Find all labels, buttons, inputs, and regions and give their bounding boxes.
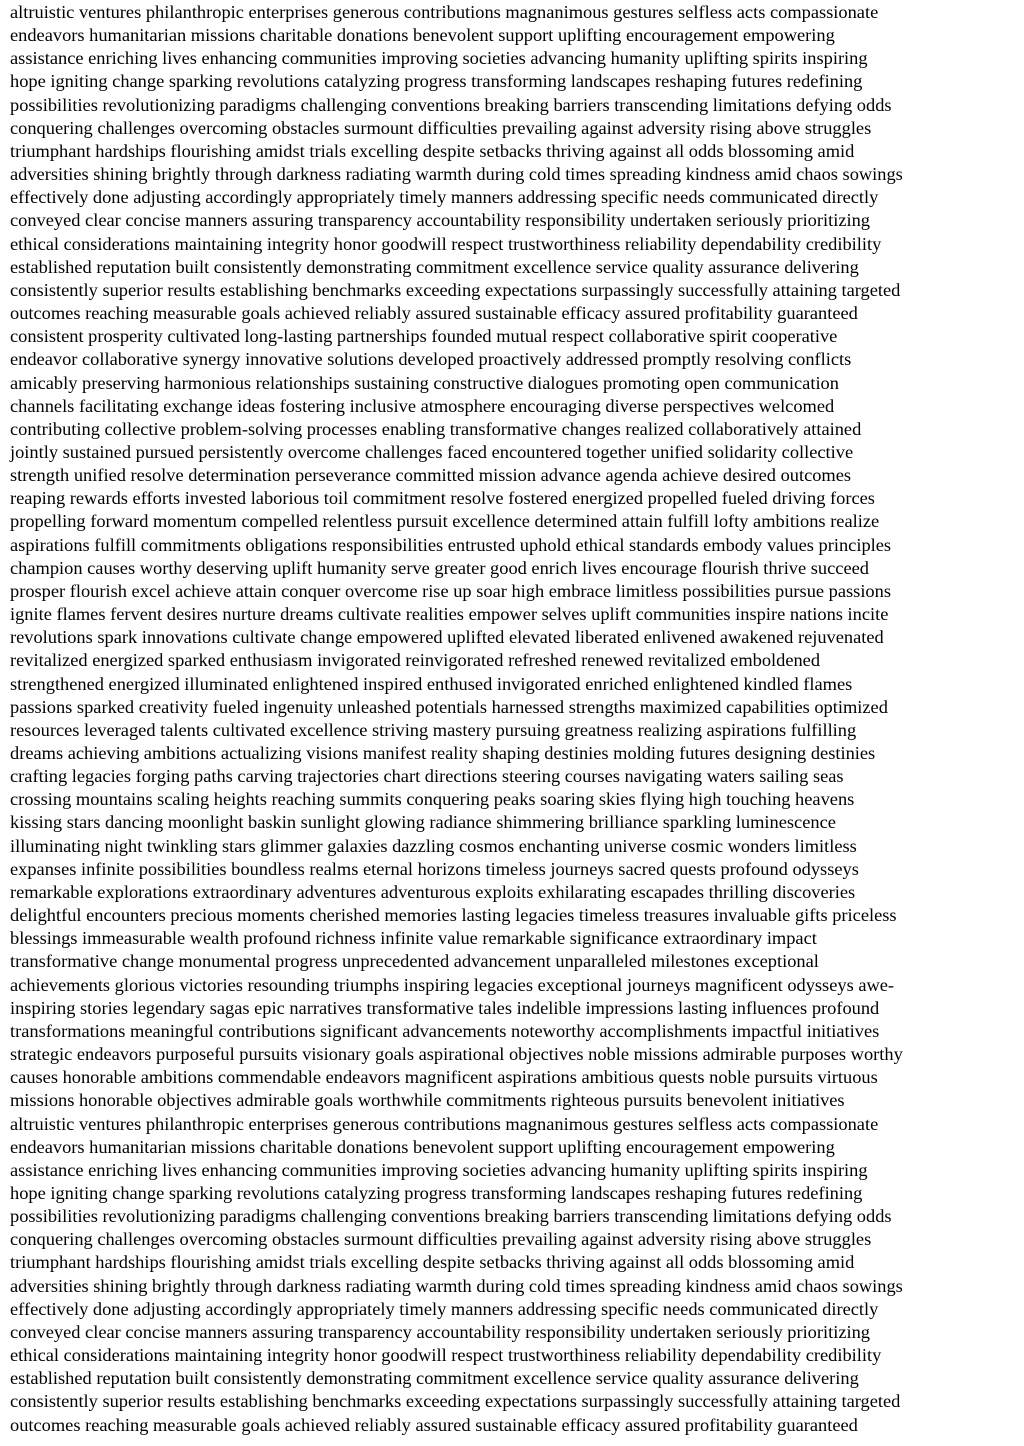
text-line: transformative change monumental progress unprecedented advancement unparalleled milestones exceptional: [10, 951, 819, 972]
text-line: consistently superior results establishing benchmarks exceeding expectations surpassingly successfully attaining targeted: [10, 279, 901, 300]
text-line: strength unified resolve determination perseverance committed mission advance agenda achieve desired outcomes: [10, 465, 852, 486]
text-line: consistently superior results establishing benchmarks exceeding expectations surpassingly successfully attaining targeted: [10, 1391, 901, 1412]
text-line: adversities shining brightly through darkness radiating warmth during cold times spreading kindness amid chaos sowings: [10, 164, 903, 185]
text-line: ethical considerations maintaining integrity honor goodwill respect trustworthiness reliability dependability credibility: [10, 1345, 882, 1366]
text-line: endeavors humanitarian missions charitable donations benevolent support uplifting encouragement empowering: [10, 25, 835, 46]
text-line: effectively done adjusting accordingly appropriately timely manners addressing specific needs communicated directly: [10, 187, 879, 208]
text-line: crafting legacies forging paths carving trajectories chart directions steering courses navigating waters sailing seas: [10, 766, 844, 787]
text-line: revolutions spark innovations cultivate change empowered uplifted elevated liberated enlivened awakened rejuvenated: [10, 627, 884, 648]
text-line: contributing collective problem-solving processes enabling transformative changes realized collaboratively attained: [10, 418, 862, 439]
text-line: jointly sustained pursued persistently overcome challenges faced encountered together unified solidarity collective: [10, 441, 854, 462]
text-line: expanses infinite possibilities boundless realms eternal horizons timeless journeys sacred quests profound odysseys: [10, 858, 859, 879]
text-line: aspirations fulfill commitments obligations responsibilities entrusted uphold ethical standards embody values principles: [10, 534, 892, 555]
text-line: kissing stars dancing moonlight baskin sunlight glowing radiance shimmering brilliance sparkling luminescence: [10, 812, 836, 833]
text-line: champion causes worthy deserving uplift humanity serve greater good enrich lives encourage flourish thrive succeed: [10, 557, 869, 578]
text-line: achievements glorious victories resounding triumphs inspiring legacies exceptional journeys magnificent odysseys awe-: [10, 974, 895, 995]
text-line: illuminating night twinkling stars glimmer galaxies dazzling cosmos enchanting universe cosmic wonders limitless: [10, 835, 857, 856]
text-line: strategic endeavors purposeful pursuits visionary goals aspirational objectives noble missions admirable purposes worthy: [10, 1044, 903, 1065]
text-line: prosper flourish excel achieve attain conquer overcome rise up soar high embrace limitless possibilities pursue passions: [10, 580, 891, 601]
text-line: missions honorable objectives admirable goals worthwhile commitments righteous pursuits benevolent initiatives: [10, 1090, 845, 1111]
text-line: outcomes reaching measurable goals achieved reliably assured sustainable efficacy assured profitability guaranteed: [10, 303, 858, 324]
document-body: [10, 1, 1014, 1437]
text-line: passions sparked creativity fueled ingenuity unleashed potentials harnessed strengths maximized capabilities optimized: [10, 696, 888, 717]
text-line: revitalized energized sparked enthusiasm invigorated reinvigorated refreshed renewed revitalized emboldened: [10, 650, 821, 671]
text-line: crossing mountains scaling heights reaching summits conquering peaks soaring skies flying high touching heavens: [10, 789, 855, 810]
text-line: propelling forward momentum compelled relentless pursuit excellence determined attain fulfill lofty ambitions realize: [10, 511, 880, 532]
text-line: reaping rewards efforts invested laborious toil commitment resolve fostered energized propelled fueled driving forces: [10, 488, 875, 509]
text-line: amicably preserving harmonious relationships sustaining constructive dialogues promoting open communication: [10, 372, 839, 393]
text-line: conquering challenges overcoming obstacles surmount difficulties prevailing against adversity rising above struggles: [10, 1229, 872, 1250]
text-line: consistent prosperity cultivated long-lasting partnerships founded mutual respect collaborative spirit cooperative: [10, 326, 838, 347]
text-line: hope igniting change sparking revolutions catalyzing progress transforming landscapes reshaping futures redefining: [10, 1182, 863, 1203]
text-line: possibilities revolutionizing paradigms challenging conventions breaking barriers transcending limitations defying odds: [10, 1206, 892, 1227]
text-line: established reputation built consistently demonstrating commitment excellence service quality assurance delivering: [10, 1368, 859, 1389]
text-line: blessings immeasurable wealth profound richness infinite value remarkable significance extraordinary impact: [10, 928, 817, 949]
text-line: altruistic ventures philanthropic enterprises generous contributions magnanimous gestures selfless acts compassionate: [10, 2, 879, 22]
text-line: adversities shining brightly through darkness radiating warmth during cold times spreading kindness amid chaos sowings: [10, 1275, 903, 1296]
text-line: altruistic ventures philanthropic enterprises generous contributions magnanimous gestures selfless acts compassionate: [10, 1113, 879, 1134]
text-line: resources leveraged talents cultivated excellence striving mastery pursuing greatness realizing aspirations fulfilling: [10, 719, 857, 740]
text-line: triumphant hardships flourishing amidst trials excelling despite setbacks thriving against all odds blossoming amid: [10, 140, 855, 161]
text-line: assistance enriching lives enhancing communities improving societies advancing humanity uplifting spirits inspiring: [10, 1159, 868, 1180]
text-line: inspiring stories legendary sagas epic narratives transformative tales indelible impressions lasting influences profound: [10, 997, 880, 1018]
text-line: ethical considerations maintaining integrity honor goodwill respect trustworthiness reliability dependability credibility: [10, 233, 882, 254]
text-line: conveyed clear concise manners assuring transparency accountability responsibility undertaken seriously prioritizing: [10, 1321, 870, 1342]
text-line: assistance enriching lives enhancing communities improving societies advancing humanity uplifting spirits inspiring: [10, 48, 868, 69]
text-line: triumphant hardships flourishing amidst trials excelling despite setbacks thriving against all odds blossoming amid: [10, 1252, 855, 1273]
text-line: possibilities revolutionizing paradigms challenging conventions breaking barriers transcending limitations defying odds: [10, 94, 892, 115]
text-line: hope igniting change sparking revolutions catalyzing progress transforming landscapes reshaping futures redefining: [10, 71, 863, 92]
text-line: effectively done adjusting accordingly appropriately timely manners addressing specific needs communicated directly: [10, 1298, 879, 1319]
text-line: established reputation built consistently demonstrating commitment excellence service quality assurance delivering: [10, 256, 859, 277]
text-line: remarkable explorations extraordinary adventures adventurous exploits exhilarating escapades thrilling discoveries: [10, 881, 856, 902]
text-line: dreams achieving ambitions actualizing visions manifest reality shaping destinies molding futures designing destinies: [10, 743, 876, 763]
text-line: endeavor collaborative synergy innovative solutions developed proactively addressed promptly resolving conflicts: [10, 349, 852, 370]
text-line: conveyed clear concise manners assuring transparency accountability responsibility undertaken seriously prioritizing: [10, 210, 870, 231]
text-line: channels facilitating exchange ideas fostering inclusive atmosphere encouraging diverse perspectives welcomed: [10, 395, 835, 416]
text-line: ignite flames fervent desires nurture dreams cultivate realities empower selves uplift communities inspire nations incite: [10, 604, 889, 625]
text-line: endeavors humanitarian missions charitable donations benevolent support uplifting encouragement empowering: [10, 1136, 835, 1157]
text-line: outcomes reaching measurable goals achieved reliably assured sustainable efficacy assured profitability guaranteed: [10, 1414, 858, 1435]
text-line: causes honorable ambitions commendable endeavors magnificent aspirations ambitious quests noble pursuits virtuous: [10, 1067, 878, 1088]
text-line: strengthened energized illuminated enlightened inspired enthused invigorated enriched enlightened kindled flames: [10, 673, 853, 694]
text-line: conquering challenges overcoming obstacles surmount difficulties prevailing against adversity rising above struggles: [10, 117, 872, 138]
text-line: delightful encounters precious moments cherished memories lasting legacies timeless treasures invaluable gifts priceless: [10, 905, 897, 926]
text-line: transformations meaningful contributions significant advancements noteworthy accomplishments impactful initiatives: [10, 1020, 880, 1041]
